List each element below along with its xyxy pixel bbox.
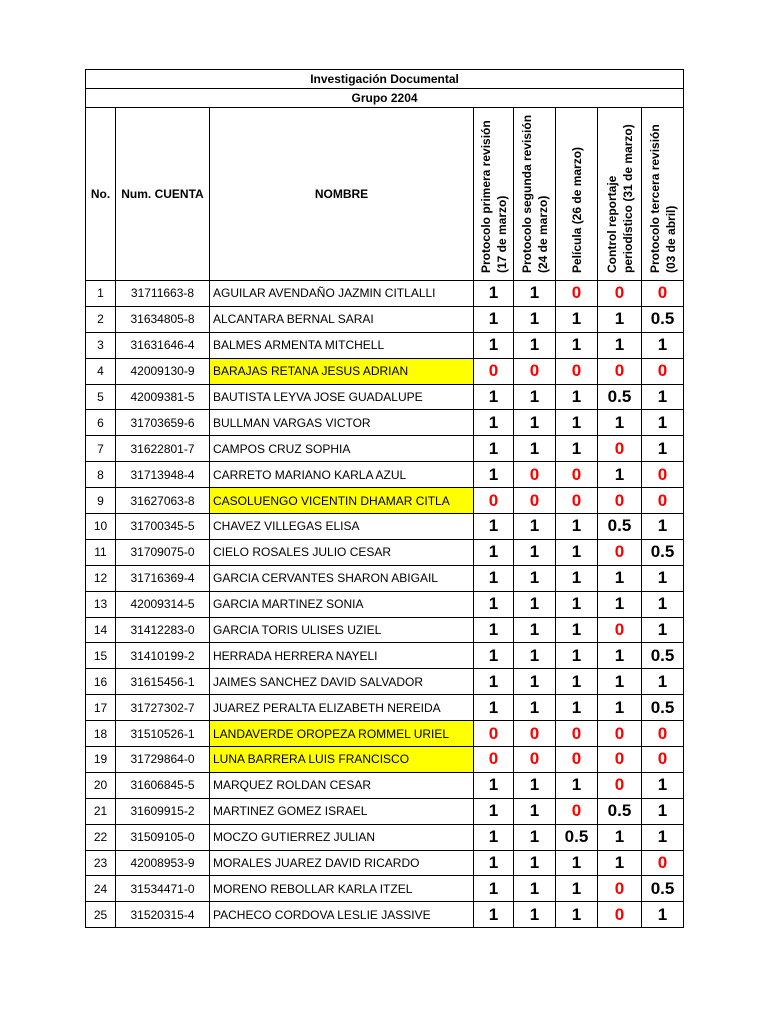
score-cell: 1 xyxy=(474,850,514,876)
score-cell: 1 xyxy=(514,876,556,902)
score-cell: 1 xyxy=(474,462,514,488)
row-number: 23 xyxy=(86,850,116,876)
score-cell: 1 xyxy=(556,902,598,928)
score-cell: 0.5 xyxy=(598,514,642,540)
row-number: 21 xyxy=(86,798,116,824)
score-cell: 1 xyxy=(556,695,598,721)
account-number: 31412283-0 xyxy=(116,617,210,643)
score-cell: 1 xyxy=(474,281,514,307)
row-number: 1 xyxy=(86,281,116,307)
score-cell: 0 xyxy=(474,488,514,514)
score-cell: 0 xyxy=(598,436,642,462)
score-cell: 0 xyxy=(598,876,642,902)
account-number: 31713948-4 xyxy=(116,462,210,488)
score-cell: 0 xyxy=(556,462,598,488)
score-cell: 1 xyxy=(642,798,684,824)
score-cell: 1 xyxy=(642,332,684,358)
score-cell: 1 xyxy=(514,643,556,669)
score-cell: 1 xyxy=(598,332,642,358)
score-cell: 0 xyxy=(474,747,514,773)
score-cell: 1 xyxy=(474,591,514,617)
score-cell: 1 xyxy=(474,306,514,332)
row-number: 22 xyxy=(86,824,116,850)
score-cell: 1 xyxy=(474,643,514,669)
score-cell: 0 xyxy=(556,488,598,514)
student-name: MORALES JUAREZ DAVID RICARDO xyxy=(210,850,474,876)
score-cell: 1 xyxy=(556,591,598,617)
account-number: 31700345-5 xyxy=(116,514,210,540)
account-number: 31609915-2 xyxy=(116,798,210,824)
score-cell: 1 xyxy=(514,565,556,591)
student-name: AGUILAR AVENDAÑO JAZMIN CITLALLI xyxy=(210,281,474,307)
student-name: BARAJAS RETANA JESUS ADRIAN xyxy=(210,358,474,384)
score-cell: 1 xyxy=(642,617,684,643)
score-cell: 1 xyxy=(474,514,514,540)
score-cell: 1 xyxy=(474,669,514,695)
table-row xyxy=(86,488,684,514)
score-cell: 0.5 xyxy=(642,695,684,721)
row-number: 2 xyxy=(86,306,116,332)
score-cell: 0 xyxy=(598,721,642,747)
table-row xyxy=(86,850,684,876)
header-film: Película (26 de marzo) xyxy=(556,108,598,281)
student-name: MARQUEZ ROLDAN CESAR xyxy=(210,772,474,798)
score-cell: 1 xyxy=(598,669,642,695)
score-cell: 1 xyxy=(474,798,514,824)
account-number: 31711663-8 xyxy=(116,281,210,307)
sheet-title: Investigación Documental xyxy=(86,70,684,89)
student-name: MORENO REBOLLAR KARLA ITZEL xyxy=(210,876,474,902)
table-row xyxy=(86,358,684,384)
score-cell: 1 xyxy=(514,669,556,695)
table-row xyxy=(86,617,684,643)
account-number: 31627063-8 xyxy=(116,488,210,514)
score-cell: 0 xyxy=(598,539,642,565)
student-name: GARCIA CERVANTES SHARON ABIGAIL xyxy=(210,565,474,591)
table-row xyxy=(86,332,684,358)
account-number: 31534471-0 xyxy=(116,876,210,902)
score-cell: 0 xyxy=(556,798,598,824)
score-cell: 1 xyxy=(474,876,514,902)
student-name: JUAREZ PERALTA ELIZABETH NEREIDA xyxy=(210,695,474,721)
score-cell: 0 xyxy=(556,747,598,773)
score-cell: 1 xyxy=(642,669,684,695)
score-cell: 1 xyxy=(556,539,598,565)
score-cell: 1 xyxy=(474,410,514,436)
score-cell: 1 xyxy=(642,514,684,540)
score-cell: 0 xyxy=(598,358,642,384)
score-cell: 1 xyxy=(514,410,556,436)
score-cell: 0 xyxy=(598,772,642,798)
score-cell: 0 xyxy=(642,462,684,488)
score-cell: 1 xyxy=(642,410,684,436)
score-cell: 1 xyxy=(474,695,514,721)
table-row xyxy=(86,902,684,928)
score-cell: 1 xyxy=(514,798,556,824)
score-cell: 1 xyxy=(514,824,556,850)
score-cell: 0 xyxy=(642,281,684,307)
row-number: 3 xyxy=(86,332,116,358)
score-cell: 1 xyxy=(598,695,642,721)
row-number: 9 xyxy=(86,488,116,514)
score-cell: 0 xyxy=(474,721,514,747)
account-number: 31634805-8 xyxy=(116,306,210,332)
score-cell: 1 xyxy=(642,772,684,798)
score-cell: 1 xyxy=(642,565,684,591)
student-name: CHAVEZ VILLEGAS ELISA xyxy=(210,514,474,540)
row-number: 6 xyxy=(86,410,116,436)
table-row xyxy=(86,721,684,747)
row-number: 5 xyxy=(86,384,116,410)
student-name: GARCIA MARTINEZ SONIA xyxy=(210,591,474,617)
row-number: 16 xyxy=(86,669,116,695)
score-cell: 0.5 xyxy=(598,798,642,824)
student-name: MOCZO GUTIERREZ JULIAN xyxy=(210,824,474,850)
account-number: 31709075-0 xyxy=(116,539,210,565)
table-row xyxy=(86,824,684,850)
row-number: 7 xyxy=(86,436,116,462)
score-cell: 0 xyxy=(474,358,514,384)
score-cell: 0 xyxy=(642,721,684,747)
table-row xyxy=(86,798,684,824)
score-cell: 1 xyxy=(514,281,556,307)
score-cell: 1 xyxy=(598,410,642,436)
score-cell: 0 xyxy=(514,488,556,514)
score-cell: 1 xyxy=(598,306,642,332)
score-cell: 1 xyxy=(642,902,684,928)
score-cell: 1 xyxy=(474,617,514,643)
score-cell: 1 xyxy=(556,772,598,798)
account-number: 42008953-9 xyxy=(116,850,210,876)
score-cell: 1 xyxy=(642,436,684,462)
student-name: LUNA BARRERA LUIS FRANCISCO xyxy=(210,747,474,773)
score-cell: 1 xyxy=(598,565,642,591)
account-number: 31510526-1 xyxy=(116,721,210,747)
score-cell: 1 xyxy=(474,332,514,358)
student-name: BALMES ARMENTA MITCHELL xyxy=(210,332,474,358)
table-row xyxy=(86,306,684,332)
row-number: 13 xyxy=(86,591,116,617)
account-number: 31716369-4 xyxy=(116,565,210,591)
table-row xyxy=(86,591,684,617)
score-cell: 1 xyxy=(514,772,556,798)
score-cell: 0.5 xyxy=(642,876,684,902)
account-number: 31410199-2 xyxy=(116,643,210,669)
score-cell: 1 xyxy=(474,772,514,798)
row-number: 18 xyxy=(86,721,116,747)
score-cell: 1 xyxy=(598,824,642,850)
table-row xyxy=(86,772,684,798)
score-cell: 1 xyxy=(556,332,598,358)
score-cell: 1 xyxy=(642,591,684,617)
account-number: 31615456-1 xyxy=(116,669,210,695)
score-cell: 1 xyxy=(514,902,556,928)
score-cell: 1 xyxy=(598,462,642,488)
table-row xyxy=(86,876,684,902)
table-row xyxy=(86,565,684,591)
score-cell: 1 xyxy=(598,643,642,669)
account-number: 31509105-0 xyxy=(116,824,210,850)
header-name: NOMBRE xyxy=(210,108,474,281)
student-name: JAIMES SANCHEZ DAVID SALVADOR xyxy=(210,669,474,695)
account-number: 31622801-7 xyxy=(116,436,210,462)
row-number: 24 xyxy=(86,876,116,902)
table-row xyxy=(86,514,684,540)
spreadsheet xyxy=(85,69,683,930)
grades-table xyxy=(85,69,684,928)
score-cell: 1 xyxy=(642,384,684,410)
score-cell: 0 xyxy=(514,358,556,384)
score-cell: 1 xyxy=(474,384,514,410)
score-cell: 0 xyxy=(598,281,642,307)
student-name: BULLMAN VARGAS VICTOR xyxy=(210,410,474,436)
score-cell: 1 xyxy=(514,306,556,332)
score-cell: 0.5 xyxy=(642,643,684,669)
score-cell: 1 xyxy=(556,876,598,902)
score-cell: 1 xyxy=(556,617,598,643)
score-cell: 1 xyxy=(556,514,598,540)
table-row xyxy=(86,410,684,436)
table-row xyxy=(86,539,684,565)
score-cell: 1 xyxy=(474,824,514,850)
score-cell: 0.5 xyxy=(598,384,642,410)
header-protocol-first-review: Protocolo primera revisión (17 de marzo) xyxy=(474,108,514,281)
header-no: No. xyxy=(86,108,116,281)
student-name: CARRETO MARIANO KARLA AZUL xyxy=(210,462,474,488)
student-name: HERRADA HERRERA NAYELI xyxy=(210,643,474,669)
score-cell: 0.5 xyxy=(642,306,684,332)
score-cell: 1 xyxy=(556,565,598,591)
student-name: PACHECO CORDOVA LESLIE JASSIVE xyxy=(210,902,474,928)
score-cell: 0 xyxy=(598,617,642,643)
score-cell: 0 xyxy=(556,721,598,747)
header-account: Num. CUENTA xyxy=(116,108,210,281)
student-name: CASOLUENGO VICENTIN DHAMAR CITLA xyxy=(210,488,474,514)
row-number: 11 xyxy=(86,539,116,565)
score-cell: 0.5 xyxy=(556,824,598,850)
row-number: 19 xyxy=(86,747,116,773)
score-cell: 1 xyxy=(598,591,642,617)
score-cell: 1 xyxy=(642,824,684,850)
account-number: 31727302-7 xyxy=(116,695,210,721)
header-report-control: Control reportaje periodístico (31 de marzo) xyxy=(598,108,642,281)
score-cell: 0 xyxy=(642,488,684,514)
score-cell: 0 xyxy=(598,488,642,514)
table-row xyxy=(86,669,684,695)
account-number: 31606845-5 xyxy=(116,772,210,798)
account-number: 31703659-6 xyxy=(116,410,210,436)
row-number: 8 xyxy=(86,462,116,488)
student-name: LANDAVERDE OROPEZA ROMMEL URIEL xyxy=(210,721,474,747)
row-number: 4 xyxy=(86,358,116,384)
table-row xyxy=(86,281,684,307)
score-cell: 1 xyxy=(556,306,598,332)
student-name: ALCANTARA BERNAL SARAI xyxy=(210,306,474,332)
account-number: 42009314-5 xyxy=(116,591,210,617)
account-number: 31631646-4 xyxy=(116,332,210,358)
account-number: 42009381-5 xyxy=(116,384,210,410)
score-cell: 1 xyxy=(556,669,598,695)
score-cell: 0 xyxy=(598,902,642,928)
student-name: CIELO ROSALES JULIO CESAR xyxy=(210,539,474,565)
score-cell: 1 xyxy=(514,695,556,721)
student-name: GARCIA TORIS ULISES UZIEL xyxy=(210,617,474,643)
student-name: MARTINEZ GOMEZ ISRAEL xyxy=(210,798,474,824)
score-cell: 0 xyxy=(642,850,684,876)
score-cell: 1 xyxy=(514,617,556,643)
row-number: 12 xyxy=(86,565,116,591)
score-cell: 0 xyxy=(514,747,556,773)
table-row xyxy=(86,747,684,773)
score-cell: 1 xyxy=(474,539,514,565)
group-label: Grupo 2204 xyxy=(86,89,684,108)
score-cell: 1 xyxy=(514,591,556,617)
account-number: 42009130-9 xyxy=(116,358,210,384)
score-cell: 1 xyxy=(556,410,598,436)
score-cell: 0 xyxy=(514,462,556,488)
score-cell: 1 xyxy=(514,514,556,540)
score-cell: 1 xyxy=(556,384,598,410)
score-cell: 1 xyxy=(556,436,598,462)
score-cell: 0 xyxy=(514,721,556,747)
table-row xyxy=(86,384,684,410)
score-cell: 0 xyxy=(642,747,684,773)
table-row xyxy=(86,695,684,721)
header-protocol-second-review: Protocolo segunda revisión (24 de marzo) xyxy=(514,108,556,281)
table-row xyxy=(86,643,684,669)
student-name: CAMPOS CRUZ SOPHIA xyxy=(210,436,474,462)
score-cell: 0 xyxy=(556,281,598,307)
score-cell: 1 xyxy=(556,643,598,669)
account-number: 31520315-4 xyxy=(116,902,210,928)
row-number: 25 xyxy=(86,902,116,928)
table-row xyxy=(86,462,684,488)
score-cell: 1 xyxy=(514,332,556,358)
row-number: 14 xyxy=(86,617,116,643)
score-cell: 1 xyxy=(474,565,514,591)
row-number: 15 xyxy=(86,643,116,669)
score-cell: 1 xyxy=(514,384,556,410)
score-cell: 0 xyxy=(556,358,598,384)
student-name: BAUTISTA LEYVA JOSE GUADALUPE xyxy=(210,384,474,410)
score-cell: 1 xyxy=(474,902,514,928)
score-cell: 1 xyxy=(598,850,642,876)
score-cell: 1 xyxy=(474,436,514,462)
score-cell: 0 xyxy=(598,747,642,773)
score-cell: 1 xyxy=(556,850,598,876)
score-cell: 1 xyxy=(514,850,556,876)
score-cell: 0 xyxy=(642,358,684,384)
row-number: 17 xyxy=(86,695,116,721)
score-cell: 0.5 xyxy=(642,539,684,565)
row-number: 20 xyxy=(86,772,116,798)
row-number: 10 xyxy=(86,514,116,540)
score-cell: 1 xyxy=(514,539,556,565)
score-cell: 1 xyxy=(514,436,556,462)
table-row xyxy=(86,436,684,462)
header-protocol-third-review: Protocolo tercera revisión (03 de abril) xyxy=(642,108,684,281)
account-number: 31729864-0 xyxy=(116,747,210,773)
